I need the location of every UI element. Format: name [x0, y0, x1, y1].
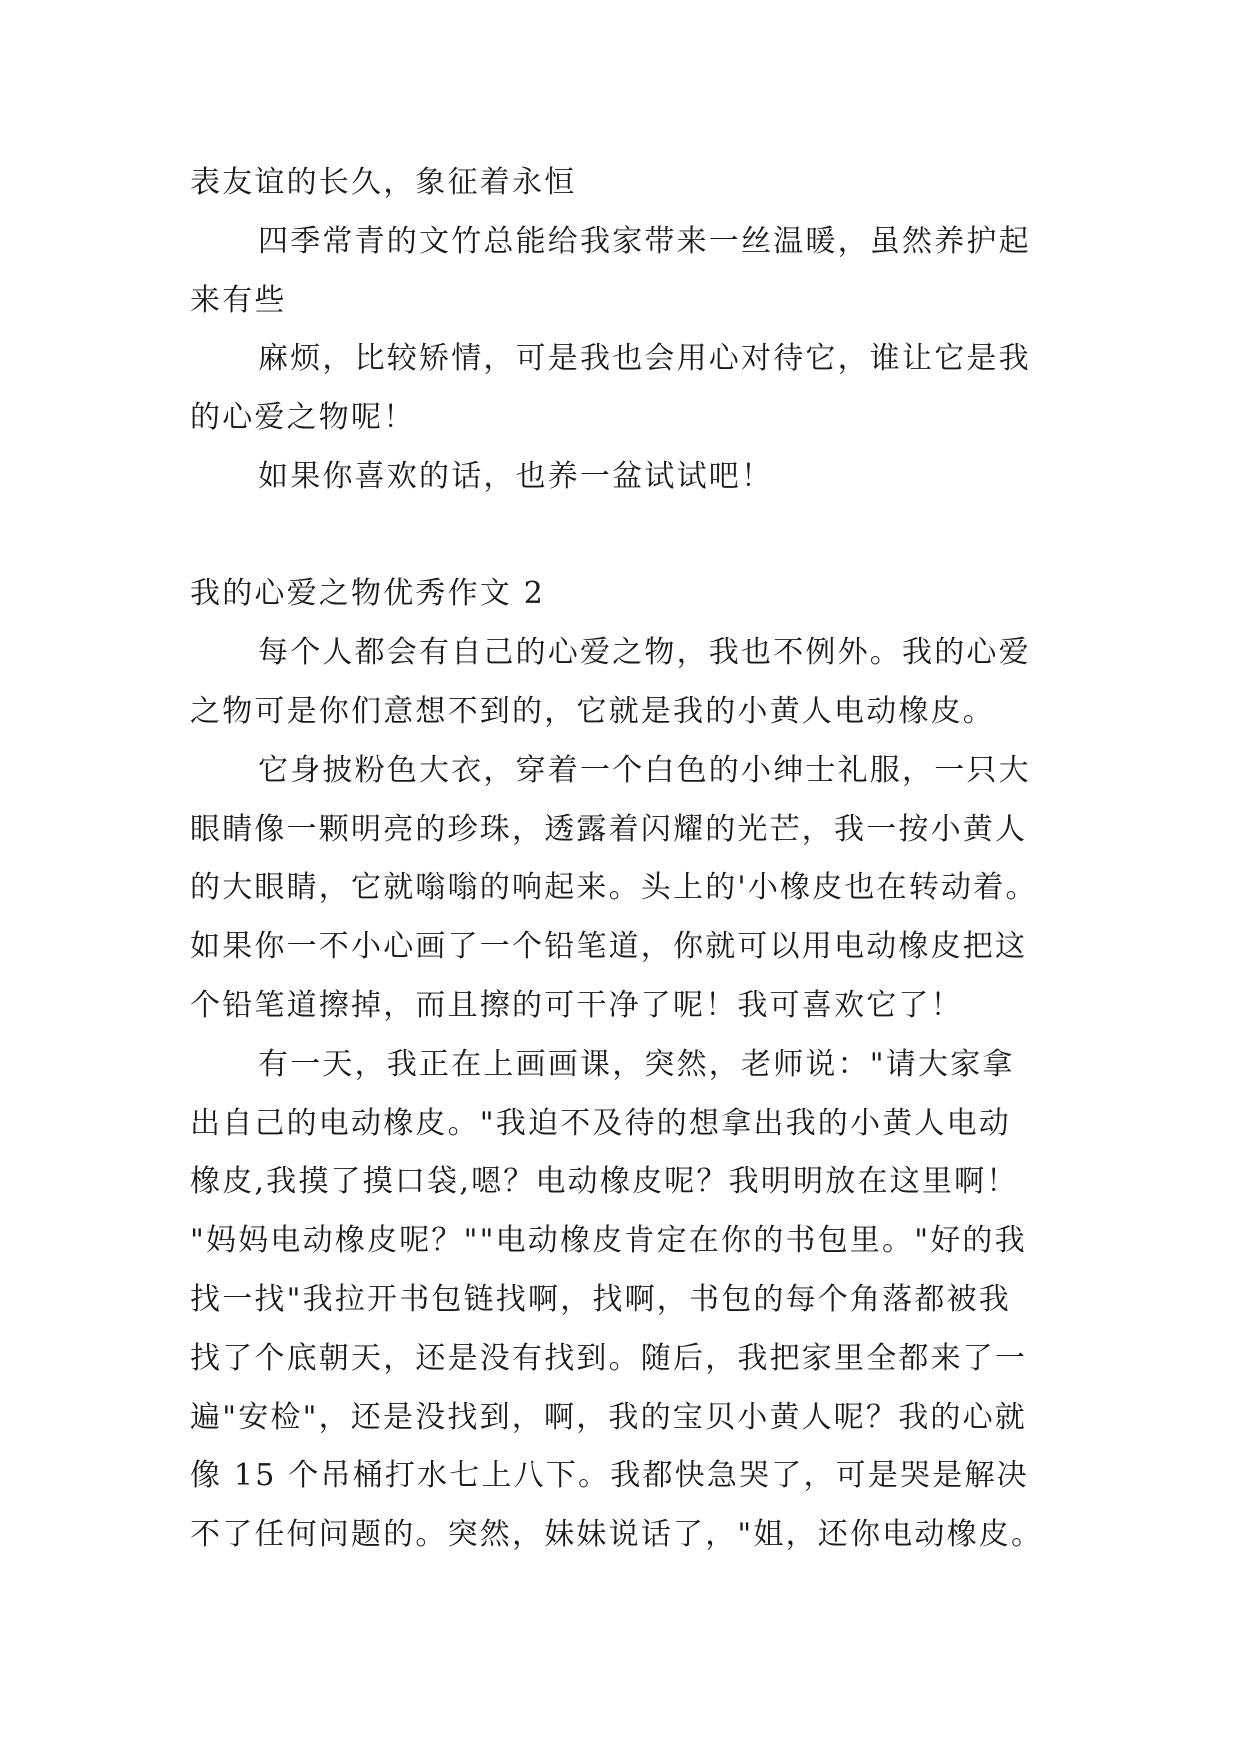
paragraph-line: 橡皮,我摸了摸口袋,嗯？电动橡皮呢？我明明放在这里啊！	[190, 1164, 1019, 1199]
paragraph-line: 的心爱之物呢！	[190, 400, 416, 435]
paragraph-line: "妈妈电动橡皮呢？""电动橡皮肯定在你的书包里。"好的我	[190, 1223, 1027, 1258]
essay-title: 我的心爱之物优秀作文 2	[190, 576, 546, 611]
paragraph-line: 不了任何问题的。突然，妹妹说话了，"姐，还你电动橡皮。	[190, 1517, 1044, 1552]
paragraph-line: 如果你喜欢的话，也养一盆试试吧！	[258, 459, 774, 494]
paragraph-line: 眼睛像一颗明亮的珍珠，透露着闪耀的光芒，我一按小黄人	[190, 812, 1028, 847]
paragraph-line: 个铅笔道擦掉，而且擦的可干净了呢！我可喜欢它了！	[190, 988, 963, 1023]
paragraph-line: 如果你一不小心画了一个铅笔道，你就可以用电动橡皮把这	[190, 929, 1028, 964]
paragraph-line: 像 15 个吊桶打水七上八下。我都快急哭了，可是哭是解决	[190, 1458, 1029, 1493]
paragraph-line: 四季常青的文竹总能给我家带来一丝温暖，虽然养护起	[258, 224, 1031, 259]
paragraph-line: 之物可是你们意想不到的，它就是我的小黄人电动橡皮。	[190, 694, 995, 729]
paragraph-line: 来有些	[190, 283, 287, 318]
paragraph-line: 找了个底朝天，还是没有找到。随后，我把家里全都来了一	[190, 1341, 1028, 1376]
paragraph-line: 麻烦，比较矫情，可是我也会用心对待它，谁让它是我	[258, 341, 1031, 376]
paragraph-line: 有一天，我正在上画画课，突然，老师说："请大家拿	[258, 1047, 1015, 1082]
paragraph-line: 的大眼睛，它就嗡嗡的响起来。头上的'小橡皮也在转动着。	[190, 870, 1038, 905]
paragraph-line: 找一找"我拉开书包链找啊，找啊，书包的每个角落都被我	[190, 1282, 1011, 1317]
paragraph-line: 表友谊的长久，象征着永恒	[190, 165, 577, 200]
paragraph-line: 每个人都会有自己的心爱之物，我也不例外。我的心爱	[258, 635, 1031, 670]
paragraph-line: 它身披粉色大衣，穿着一个白色的小绅士礼服，一只大	[258, 753, 1031, 788]
paragraph-line: 遍"安检"，还是没找到，啊，我的宝贝小黄人呢？我的心就	[190, 1400, 1027, 1435]
paragraph-line: 出自己的电动橡皮。"我迫不及待的想拿出我的小黄人电动	[190, 1106, 1011, 1141]
